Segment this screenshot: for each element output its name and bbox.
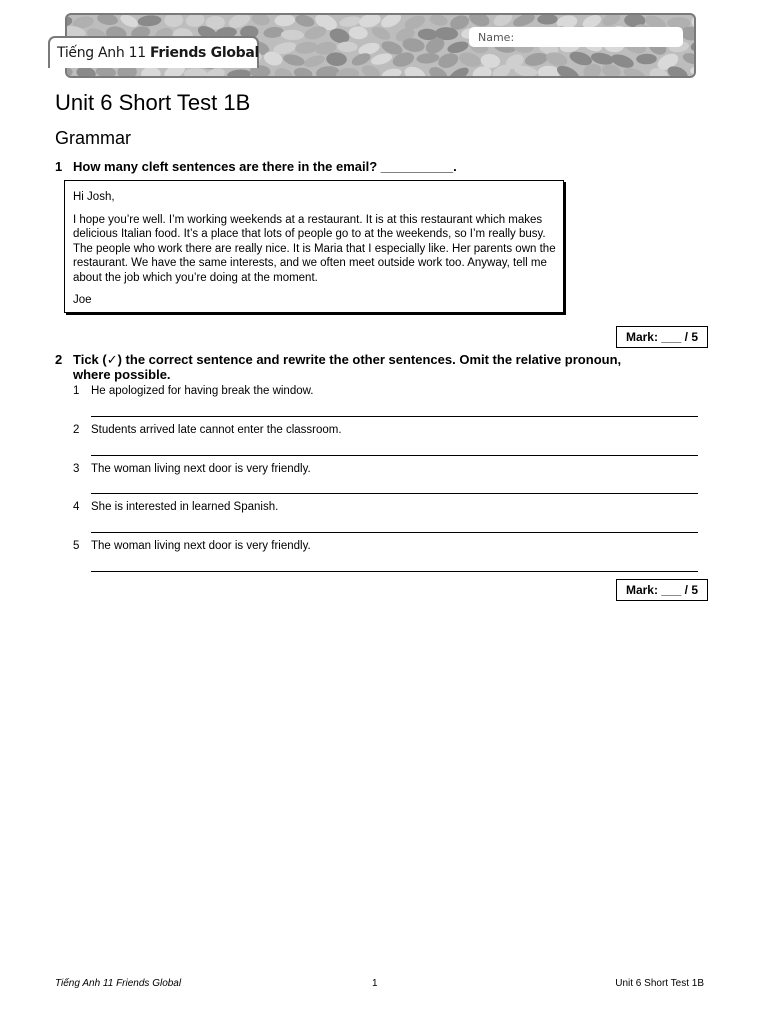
pattern-pebble (690, 38, 694, 53)
item-1-number: 1 (73, 385, 80, 397)
mark-box-2: Mark: ___ / 5 (616, 579, 708, 601)
pattern-pebble (227, 69, 252, 76)
pattern-pebble (96, 15, 119, 27)
pattern-pebble (436, 51, 460, 71)
pattern-pebble (402, 64, 427, 76)
pattern-pebble (337, 41, 357, 52)
item-5-text: The woman living next door is very friendly. (91, 540, 311, 552)
pattern-pebble (294, 15, 316, 29)
pattern-pebble (335, 67, 360, 76)
pattern-pebble (263, 26, 285, 39)
pattern-pebble (293, 66, 314, 76)
pattern-pebble (274, 15, 295, 27)
pattern-pebble (282, 52, 306, 67)
pattern-pebble (141, 67, 161, 76)
pattern-pebble (326, 52, 347, 67)
page-number: 1 (372, 978, 378, 989)
pattern-pebble (118, 15, 140, 30)
pattern-pebble (524, 51, 549, 68)
brand-logo (57, 45, 259, 61)
pattern-pebble (348, 26, 368, 40)
section-title: Grammar (55, 128, 131, 148)
pattern-pebble (379, 15, 404, 30)
mark-box-1: Mark: ___ / 5 (616, 326, 708, 348)
name-label: Name: (478, 31, 515, 44)
pattern-pebble (370, 51, 394, 67)
pattern-pebble (537, 65, 560, 76)
item-4-text: She is interested in learned Spanish. (91, 501, 279, 513)
pattern-pebble (137, 15, 162, 27)
question-2-number: 2 (55, 352, 63, 367)
pattern-pebble (164, 15, 184, 28)
pattern-pebble (281, 29, 305, 40)
item-1-text: He apologized for having break the window. (91, 385, 314, 397)
item-2-number: 2 (73, 424, 80, 436)
pattern-pebble (416, 52, 440, 64)
email-greeting: Hi Josh, (73, 191, 115, 203)
question-1-number: 1 (55, 159, 63, 174)
email-signature: Joe (73, 293, 92, 306)
item-3-text: The woman living next door is very friendly. (91, 463, 311, 475)
pattern-pebble (681, 51, 694, 66)
answer-line-5[interactable] (91, 571, 698, 572)
pattern-pebble (429, 15, 449, 27)
pattern-pebble (537, 15, 558, 25)
pattern-pebble (273, 66, 295, 76)
pattern-pebble (302, 53, 326, 69)
email-body: I hope you’re well. I’m working weekends at a restaurant. It is at this restaurant which makes delicious Italian food. It’s a place that lots of people go to at the weekends, so I’m really busy. The people who work there are really nice. It is Maria that I especially like. Her parents own the restaurant. We have the same interests, and we often meet outside work too. Anyway, tell me about the job which you’re doing at the moment. (73, 213, 556, 284)
item-5-number: 5 (73, 540, 80, 552)
email-box (64, 180, 564, 313)
name-field[interactable] (469, 27, 683, 47)
pattern-pebble (690, 65, 694, 76)
brand-bold: Friends Global (149, 45, 260, 61)
footer-left: Tiếng Anh 11 Friends Global (55, 978, 182, 989)
answer-line-4[interactable] (91, 532, 698, 533)
answer-line-2[interactable] (91, 455, 698, 456)
pattern-pebble (184, 68, 208, 76)
brand-prefix: Tiếng Anh 11 (57, 45, 150, 61)
pattern-pebble (67, 15, 73, 27)
answer-line-1[interactable] (91, 416, 698, 417)
footer-right: Unit 6 Short Test 1B (615, 978, 704, 989)
item-3-number: 3 (73, 463, 80, 475)
answer-line-3[interactable] (91, 493, 698, 494)
question-1-text: How many cleft sentences are there in the email? __________. (73, 159, 457, 174)
pattern-pebble (251, 15, 271, 27)
pattern-pebble (636, 54, 657, 65)
question-2-text-line2: where possible. (73, 367, 171, 382)
pattern-pebble (381, 67, 403, 76)
item-2-text: Students arrived late cannot enter the classroom. (91, 424, 342, 436)
pattern-pebble (294, 41, 318, 55)
page-title: Unit 6 Short Test 1B (55, 90, 251, 115)
question-2-text-line1: Tick (✓) the correct sentence and rewrite the other sentences. Omit the relative pronoun, (73, 352, 622, 367)
item-4-number: 4 (73, 501, 80, 513)
